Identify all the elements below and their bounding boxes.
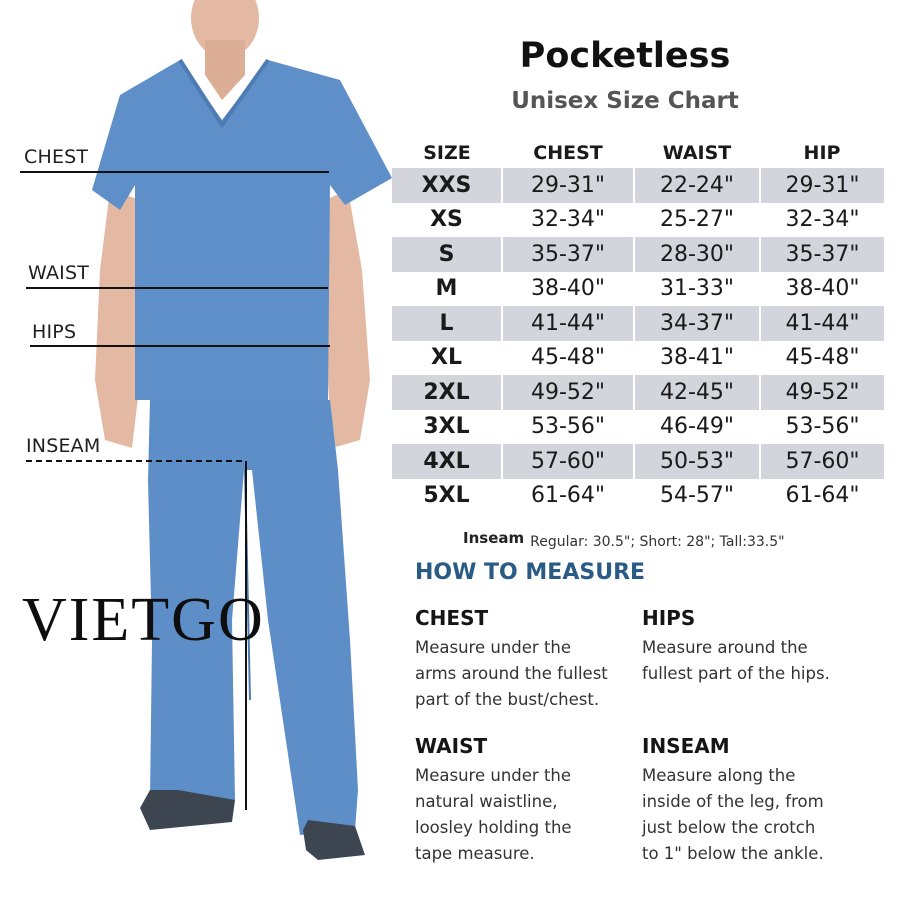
table-row <box>392 203 884 238</box>
hip-cell: 35-37" <box>760 237 884 272</box>
waist-cell: 46-49" <box>634 410 760 445</box>
waist-instructions-text: Measure under the natural waistline, loosley holding the tape measure. <box>415 766 572 863</box>
inseam-instructions-text: Measure along the inside of the leg, from just below the crotch to 1" below the ankle. <box>642 766 824 863</box>
hip-cell: 61-64" <box>785 483 860 509</box>
hips-instructions-text: Measure around the fullest part of the hips. <box>642 638 830 683</box>
waist-cell: 22-24" <box>634 168 760 203</box>
header-waist: WAIST <box>662 142 732 164</box>
table-row <box>392 444 884 479</box>
hip-cell: 38-40" <box>785 276 860 302</box>
chest-instructions-title: CHEST <box>415 606 489 630</box>
page-title: Pocketless <box>519 36 731 76</box>
chest-label: CHEST <box>24 146 89 168</box>
chest-cell: 49-52" <box>502 375 634 410</box>
chest-cell: 32-34" <box>502 203 634 238</box>
table-row <box>392 375 884 410</box>
hip-cell: 49-52" <box>760 375 884 410</box>
hip-cell: 57-60" <box>760 444 884 479</box>
size-cell: M <box>392 272 502 307</box>
hips-label: HIPS <box>32 321 77 343</box>
waist-label: WAIST <box>28 262 90 284</box>
inseam-label: INSEAM <box>26 435 101 457</box>
header-chest: CHEST <box>533 142 603 164</box>
size-cell: XL <box>392 341 502 376</box>
chest-cell: 57-60" <box>502 444 634 479</box>
waist-cell: 34-37" <box>634 306 760 341</box>
size-cell: 4XL <box>392 444 502 479</box>
waist-cell: 31-33" <box>634 272 760 307</box>
inseam-note-label: Inseam <box>463 529 525 547</box>
chest-cell: 61-64" <box>502 479 634 514</box>
chest-cell: 35-37" <box>502 237 634 272</box>
size-cell: S <box>392 237 502 272</box>
model-figure <box>0 0 400 900</box>
hip-cell: 45-48" <box>785 345 860 371</box>
chest-cell: 45-48" <box>502 341 634 376</box>
size-cell: 2XL <box>392 375 502 410</box>
hips-instructions-title: HIPS <box>642 606 696 630</box>
table-header-row <box>392 138 884 168</box>
chest-cell: 38-40" <box>502 272 634 307</box>
right-shoe <box>303 820 365 860</box>
size-cell: 5XL <box>392 479 502 514</box>
inseam-instructions-title: INSEAM <box>642 734 730 758</box>
waist-cell: 28-30" <box>634 237 760 272</box>
header-size: SIZE <box>423 142 471 164</box>
waist-cell: 38-41" <box>634 341 760 376</box>
inseam-note-value: Regular: 30.5"; Short: 28"; Tall:33.5" <box>530 534 785 550</box>
size-cell: L <box>392 306 502 341</box>
hip-cell: 29-31" <box>760 168 884 203</box>
inseam-note <box>463 529 785 550</box>
table-row <box>392 272 884 307</box>
size-chart-table <box>392 138 884 513</box>
size-cell: 3XL <box>392 410 502 445</box>
waist-instructions <box>415 734 630 867</box>
hip-cell: 32-34" <box>785 207 860 233</box>
hip-cell: 41-44" <box>760 306 884 341</box>
chest-instructions <box>415 606 630 713</box>
watermark-logo: VIETGO <box>22 586 265 654</box>
neck <box>205 40 245 100</box>
chest-cell: 29-31" <box>502 168 634 203</box>
chest-instructions-text: Measure under the arms around the fullest part of the bust/chest. <box>415 638 608 709</box>
waist-cell: 25-27" <box>634 203 760 238</box>
waist-cell: 50-53" <box>634 444 760 479</box>
size-cell: XXS <box>392 168 502 203</box>
table-row <box>392 341 884 376</box>
page-subtitle: Unisex Size Chart <box>511 88 739 114</box>
how-to-measure-heading: HOW TO MEASURE <box>415 560 646 585</box>
hips-instructions <box>642 606 857 687</box>
left-arm <box>95 190 142 448</box>
header-hip: HIP <box>803 142 841 164</box>
waist-cell: 54-57" <box>634 479 760 514</box>
table-row <box>392 237 884 272</box>
size-cell: XS <box>392 203 502 238</box>
inseam-instructions <box>642 734 857 867</box>
waist-instructions-title: WAIST <box>415 734 488 758</box>
chest-cell: 53-56" <box>502 410 634 445</box>
chest-cell: 41-44" <box>502 306 634 341</box>
table-row <box>392 306 884 341</box>
table-row <box>392 168 884 203</box>
hip-cell: 53-56" <box>785 414 860 440</box>
table-row <box>392 479 884 514</box>
table-row <box>392 410 884 445</box>
waist-cell: 42-45" <box>634 375 760 410</box>
